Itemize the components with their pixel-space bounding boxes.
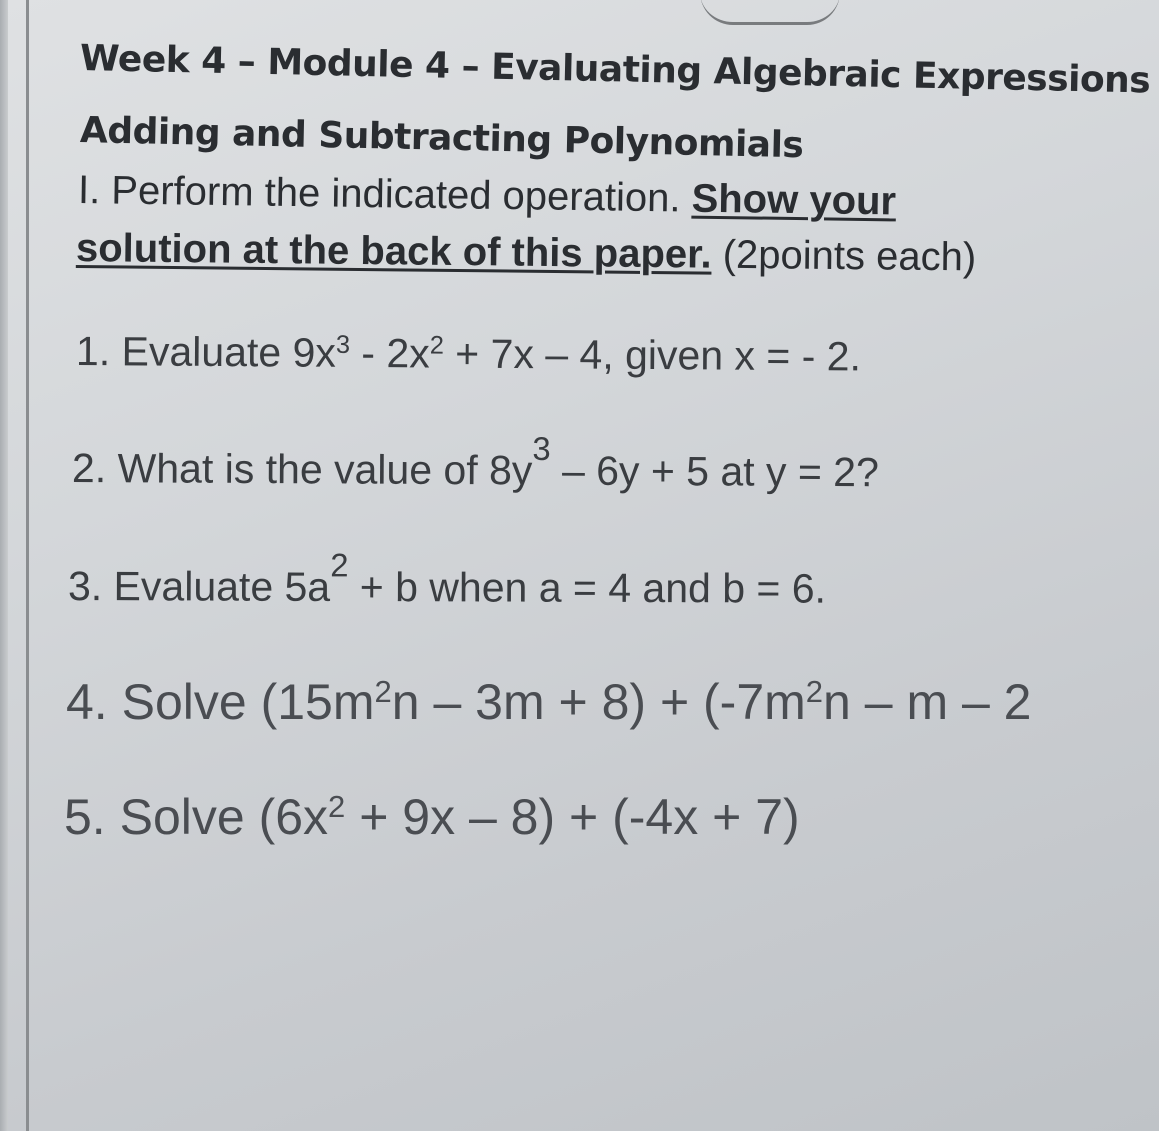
question-1: 1. Evaluate $9x^3 - 2x^2 + 7x - 4$, given x = - 2.: [75, 328, 862, 380]
header-subtitle: Adding and Subtracting Polynomials: [79, 110, 804, 167]
instruction-prefix: I. Perform the indicated operation.: [77, 168, 692, 221]
question-2: 2. What is the value of $8y^3 - 6y + 5$ at y = 2?: [71, 429, 879, 496]
question-number: 5.: [64, 789, 106, 845]
instruction-bold-2: solution at the back of this paper.: [75, 226, 712, 277]
instruction-line-1: [78, 168, 897, 224]
instruction-bold-1: Show your: [691, 176, 897, 224]
instruction-line-2: [76, 226, 977, 280]
question-3: 3. Evaluate $5a^2 + b$ when a = 4 and b = 6.: [67, 546, 827, 612]
question-number: 3.: [67, 563, 103, 610]
question-4: 4. Solve $(15m^2n - 3m + 8) + (-7m^2n - m - 2$: [66, 673, 1032, 730]
header-title: Week 4 – Module 4 – Evaluating Algebraic Expressions: [79, 38, 1151, 102]
question-5: 5. Solve $(6x^2 + 9x - 8) + (-4x + 7)$: [64, 788, 800, 845]
instruction-suffix: (2points each): [711, 232, 977, 280]
pen-mark: [700, 0, 840, 25]
margin-line: [26, 0, 29, 1131]
question-number: 2.: [71, 445, 107, 492]
paper-edge: [0, 0, 8, 1131]
question-number: 4.: [66, 674, 108, 730]
question-number: 1.: [75, 328, 111, 375]
